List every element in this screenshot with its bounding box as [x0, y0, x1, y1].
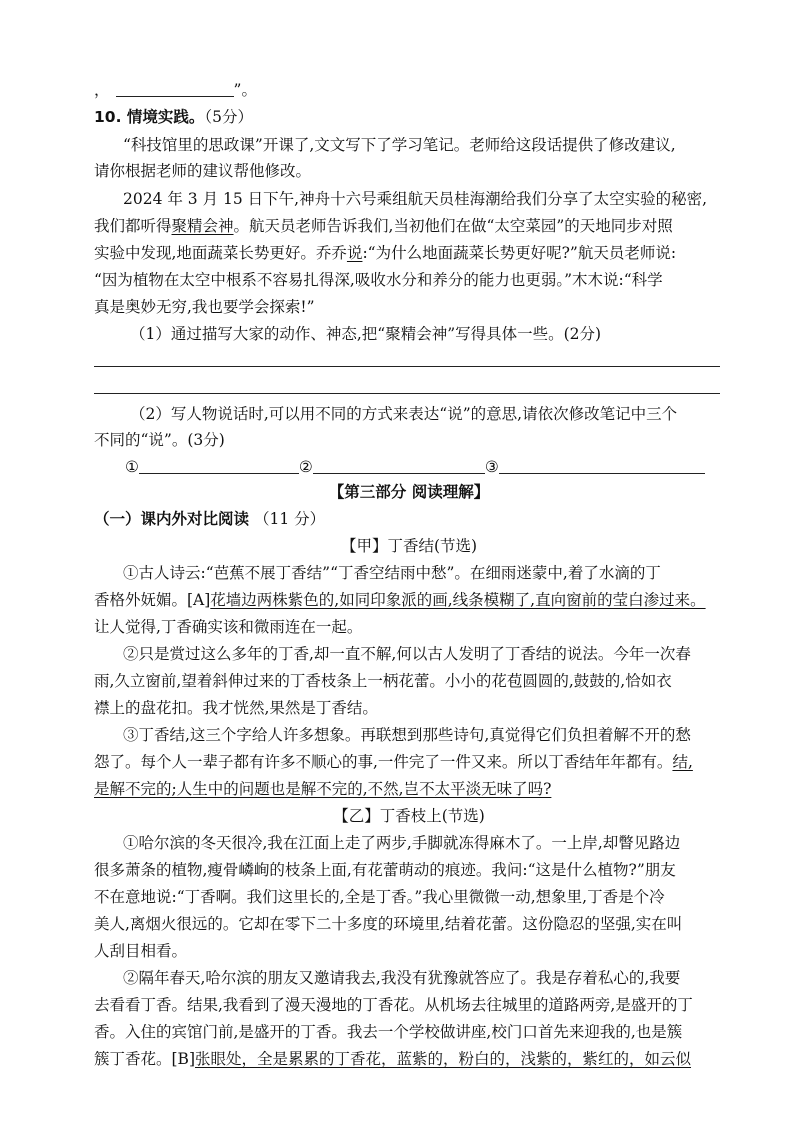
part3-heading: 【第三部分 阅读理解】 — [328, 483, 490, 501]
q10-intro-line: 请你根据老师的建议帮他修改。 — [94, 162, 312, 180]
choice-marker: ② — [298, 458, 313, 476]
passage-line: 让人觉得,丁香确实该和微雨连在一起。 — [94, 618, 363, 636]
passage-line — [94, 1049, 724, 1069]
answer-line[interactable] — [94, 393, 720, 394]
passage-line: 美人,离烟火很远的。它却在零下二十多度的环境里,结着花蕾。这份隐忍的坚强,实在叫 — [94, 915, 683, 933]
note-text: 实验中发现,地面蔬菜长势更好。乔乔 — [94, 244, 347, 262]
q10-intro-line: “科技馆里的思政课”开课了,文文写下了学习笔记。老师给这段话提供了修改建议, — [123, 136, 676, 154]
sub-question-2: 不同的“说”。(3分) — [94, 431, 225, 449]
passage-jia-title: 【甲】丁香结(节选) — [340, 537, 478, 555]
passage-line: ③丁香结,这三个字给人许多想象。再联想到那些诗句,真觉得它们负担着解不开的愁 — [123, 726, 691, 744]
underlined-sentence-a: 花墙边两株紫色的,如同印象派的画,线条模糊了,直向窗前的莹白渗过来。 — [210, 591, 706, 609]
passage-line: ②只是赏过这么多年的丁香,却一直不解,何以古人发明了丁香结的说法。今年一次春 — [123, 645, 691, 663]
underlined-sentence-jie: 结, — [672, 753, 693, 771]
answer-line[interactable] — [94, 366, 720, 367]
answer-choices-row — [125, 457, 755, 477]
note-line: 2024 年 3 月 15 日下午,神舟十六号乘组航天员桂海潮给我们分享了太空实验的秘密, — [123, 190, 708, 208]
note-line: 真是奥妙无穷,我也要学会探索!” — [94, 298, 315, 316]
passage-line: 不在意地说:“丁香啊。我们这里长的,全是丁香。”我心里微微一动,想象里,丁香是个冷 — [94, 888, 665, 906]
passage-line — [94, 779, 724, 799]
note-text: 我们都听得 — [94, 217, 172, 235]
q10-title: 10. 情境实践。 — [94, 108, 205, 126]
choice-marker: ③ — [484, 458, 499, 476]
answer-blank[interactable] — [116, 80, 234, 97]
passage-line: ①哈尔滨的冬天很冷,我在江面上走了两步,手脚就冻得麻木了。一上岸,却瞥见路边 — [123, 834, 681, 852]
passage-yi-title: 【乙】丁香枝上(节选) — [333, 807, 485, 825]
underlined-shuo: 说 — [346, 244, 363, 262]
passage-line: ②隔年春天,哈尔滨的朋友又邀请我去,我没有犹豫就答应了。我是存着私心的,我要 — [123, 969, 681, 987]
answer-blank-2[interactable] — [313, 457, 485, 474]
note-text: :“为什么地面蔬菜长势更好呢?”航天员老师说: — [362, 244, 677, 262]
section1-heading — [94, 509, 724, 529]
prev-answer-line — [94, 80, 724, 100]
note-line — [94, 243, 724, 263]
underlined-sentence-jie: 是解不完的;人生中的问题也是解不完的,不然,岂不太平淡无味了吗? — [94, 780, 552, 798]
passage-text: 香格外妩媚。[A] — [94, 591, 211, 609]
passage-line — [94, 590, 724, 610]
sub-question-2: （2）写人物说话时,可以用不同的方式来表达“说”的意思,请依次修改笔记中三个 — [130, 405, 678, 423]
note-line: “因为植物在太空中根系不容易扎得深,吸收水分和养分的能力也更弱。”木木说:“科学 — [94, 271, 663, 289]
underlined-sentence-b: 张眼处，全是累累的丁香花，蓝紫的，粉白的，浅紫的，紫红的，如云似 — [195, 1050, 692, 1068]
section1-title: （一）课内外对比阅读 — [94, 510, 250, 528]
passage-line: 香。入住的宾馆门前,是盛开的丁香。我去一个学校做讲座,校门口首先来迎我的,也是簇 — [94, 1023, 683, 1041]
note-line — [94, 216, 724, 236]
passage-line — [94, 752, 724, 772]
sub-question-1: （1）通过描写大家的动作、神态,把“聚精会神”写得具体一些。(2分) — [130, 325, 602, 343]
passage-line: 襟上的盘花扣。我才恍然,果然是丁香结。 — [94, 699, 378, 717]
passage-line: 很多萧条的植物,瘦骨嶙峋的枝条上面,有花蕾萌动的痕迹。我问:“这是什么植物?”朋友 — [94, 861, 676, 879]
passage-line: 去看看丁香。结果,我看到了漫天漫地的丁香花。从机场去往城里的道路两旁,是盛开的丁 — [94, 996, 693, 1014]
passage-line: ①古人诗云:“芭蕉不展丁香结”“丁香空结雨中愁”。在细雨迷蒙中,着了水滴的丁 — [123, 564, 661, 582]
passage-line: 雨,久立窗前,望着斜伸过来的丁香枝条上一柄花蕾。小小的花苞圆圆的,鼓鼓的,恰如衣 — [94, 672, 672, 690]
note-text: 。航天员老师告诉我们,当初他们在做“太空菜园”的天地同步对照 — [233, 217, 673, 235]
answer-blank-1[interactable] — [139, 457, 299, 474]
q10-score: （5分） — [204, 108, 253, 126]
q10-heading — [94, 107, 724, 127]
section1-score: （11 分） — [253, 510, 326, 528]
comma-text: ， — [94, 81, 110, 99]
closing-quote-text: ”。 — [233, 81, 257, 99]
underlined-jujinghuishen: 聚精会神 — [171, 217, 234, 235]
choice-marker: ① — [125, 458, 139, 476]
passage-line: 人刮目相看。 — [94, 942, 188, 960]
answer-blank-3[interactable] — [499, 457, 705, 474]
passage-text: 怨了。每个人一辈子都有许多不顺心的事,一件完了一件又来。所以丁香结年年都有。 — [94, 753, 673, 771]
passage-text: 簇丁香花。[B] — [94, 1050, 195, 1068]
